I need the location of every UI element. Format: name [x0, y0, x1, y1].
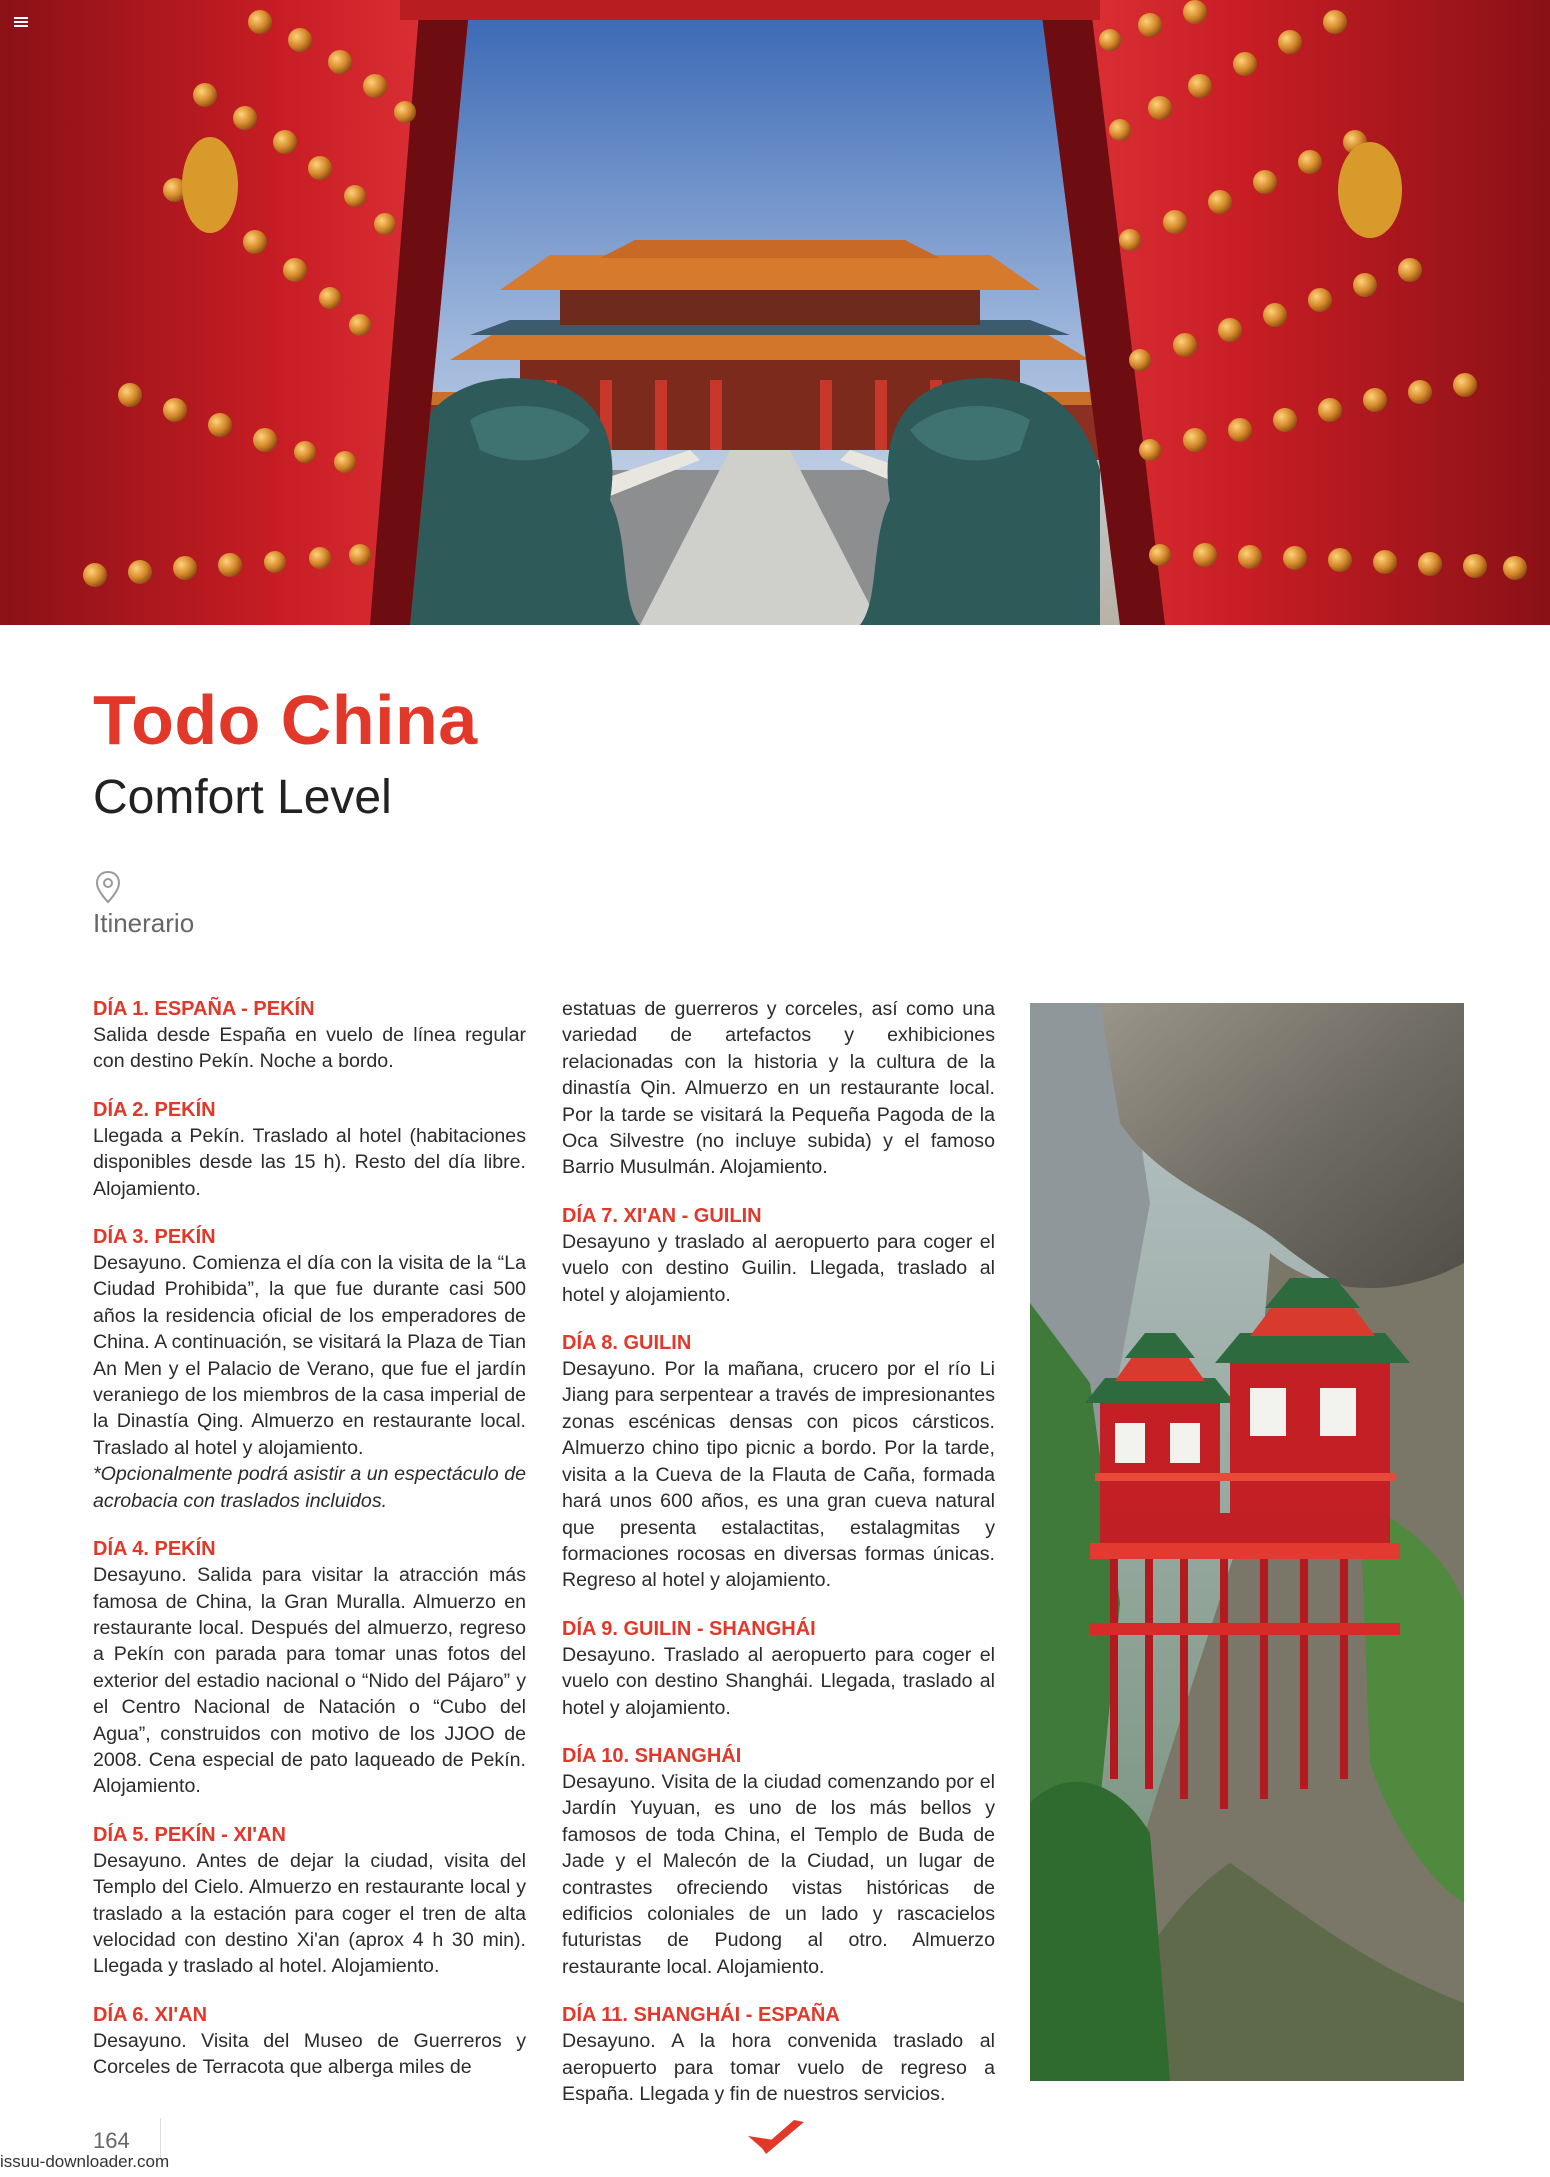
day-heading: DÍA 5. PEKÍN - XI'AN — [93, 1823, 286, 1846]
day-heading: DÍA 4. PEKÍN — [93, 1538, 216, 1561]
day-6-continuation — [562, 996, 995, 1181]
day-3 — [93, 1224, 526, 1514]
menu-icon[interactable] — [14, 14, 28, 24]
day-1 — [93, 996, 526, 1075]
day-heading: DÍA 3. PEKÍN — [93, 1226, 216, 1249]
day-text: Desayuno y traslado al aeropuerto para coger el vuelo con destino Guilin. Llegada, traslado al hotel y alojamiento. — [562, 1230, 995, 1306]
day-text: Desayuno. Visita de la ciudad comenzando por el Jardín Yuyuan, es uno de los más bellos y famosos de toda China, el Templo de Buda de Jade y el Malecón de la Ciudad, un lugar de contrastes ofreciendo vistas históricas de edificios coloniales de un lado y rascacielos futuristas de Pudong al otro. Almuerzo restaurante local. Alojamiento. — [562, 1770, 995, 1978]
day-text: Desayuno. Por la mañana, crucero por el río Li Jiang para serpentear a través de impresionantes zonas escénicas densas con picos cársticos. Almuerzo chino tipo picnic a bordo. Por la tarde, visita a la Cueva de la Flauta de Caña, formada hará unos 600 años, es una gran cueva natural que presenta estalactitas, estalagmitas y formaciones rocosas en diversas formas únicas. Regreso al hotel y alojamiento. — [562, 1358, 995, 1592]
day-6 — [93, 2002, 526, 2081]
day-4 — [93, 1536, 526, 1800]
day-heading: DÍA 1. ESPAÑA - PEKÍN — [93, 998, 315, 1020]
right-door-knocker — [1338, 142, 1402, 238]
itinerary-column-1 — [93, 996, 526, 2103]
day-5 — [93, 1822, 526, 1980]
cliff-temple-photo — [1030, 1003, 1464, 2081]
day-text: Desayuno. Salida para visitar la atracción más famosa de China, la Gran Muralla. Almuerzo en restaurante local. Después del almuerzo, regreso a Pekín con parada para tomar unas fotos del exterior del estadio nacional o “Nido del Pájaro” y el Centro Nacional de Natación o “Cubo del Agua”, construidos con motivo de los JJOO de 2008. Cena especial de pato laqueado de Pekín. Alojamiento. — [93, 1564, 526, 1798]
left-door-knocker — [182, 137, 238, 233]
page-title: Todo China — [93, 681, 478, 759]
hero-image — [0, 0, 1550, 625]
page-number: 164 — [93, 2128, 130, 2153]
day-2 — [93, 1097, 526, 1202]
itinerary-column-2 — [562, 996, 995, 2129]
map-pin-icon — [94, 870, 122, 904]
day-text: estatuas de guerreros y corceles, así como una variedad de artefactos y exhibiciones relacionadas con la historia y la cultura de la dinastía Qin. Almuerzo en un restaurante local. Por la tarde se visitará la Pequeña Pagoda de la Oca Silvestre (no incluye subida) y el famoso Barrio Musulmán. Alojamiento. — [562, 998, 995, 1179]
day-text: Desayuno. A la hora convenida traslado al aeropuerto para tomar vuelo de regreso a España. Llegada y fin de nuestros servicios. — [562, 2030, 995, 2105]
day-text: Salida desde España en vuelo de línea regular con destino Pekín. Noche a bordo. — [93, 1024, 526, 1073]
day-10 — [562, 1743, 995, 1980]
cliff-temple-illustration — [1030, 1003, 1464, 2081]
day-heading: DÍA 8. GUILIN — [562, 1332, 692, 1355]
brand-check-icon — [744, 2118, 808, 2160]
day-heading: DÍA 9. GUILIN - SHANGHÁI — [562, 1617, 816, 1640]
page-subtitle: Comfort Level — [93, 771, 392, 824]
day-note: *Opcionalmente podrá asistir a un espectáculo de acrobacia con traslados incluidos. — [93, 1463, 526, 1512]
day-text: Llegada a Pekín. Traslado al hotel (habitaciones disponibles desde las 15 h). Resto del día libre. Alojamiento. — [93, 1124, 526, 1200]
day-text: Desayuno. Traslado al aeropuerto para coger el vuelo con destino Shanghái. Llegada, traslado al hotel y alojamiento. — [562, 1643, 995, 1719]
day-11 — [562, 2002, 995, 2107]
day-heading: DÍA 10. SHANGHÁI — [562, 1744, 742, 1767]
day-heading: DÍA 2. PEKÍN — [93, 1098, 216, 1121]
day-text: Desayuno. Visita del Museo de Guerreros y Corceles de Terracota que alberga miles de — [93, 2029, 526, 2079]
day-heading: DÍA 11. SHANGHÁI - ESPAÑA — [562, 2004, 840, 2027]
forbidden-city-illustration — [0, 0, 1550, 625]
day-heading: DÍA 6. XI'AN — [93, 2003, 208, 2026]
day-text: Desayuno. Comienza el día con la visita de la “La Ciudad Prohibida”, la que fue durante casi 500 años la residencia oficial de los emperadores de China. A continuación, se visitará la Plaza de Tian An Men y el Palacio de Verano, que fue el jardín veraniego de los miembros de la casa imperial de la Dinastía Qing. Almuerzo en restaurante local. Traslado al hotel y alojamiento. — [93, 1252, 526, 1459]
day-heading: DÍA 7. XI'AN - GUILIN — [562, 1204, 762, 1227]
day-9 — [562, 1616, 995, 1721]
day-8 — [562, 1330, 995, 1594]
day-7 — [562, 1203, 995, 1308]
itinerary-label: Itinerario — [93, 908, 195, 938]
watermark-text: issuu-downloader.com — [0, 2152, 170, 2171]
day-text: Desayuno. Antes de dejar la ciudad, visita del Templo del Cielo. Almuerzo en restaurante local y traslado a la estación para coger el tren de alta velocidad con destino Xi'an (aprox 4 h 30 min). Llegada y traslado al hotel. Alojamiento. — [93, 1849, 526, 1978]
